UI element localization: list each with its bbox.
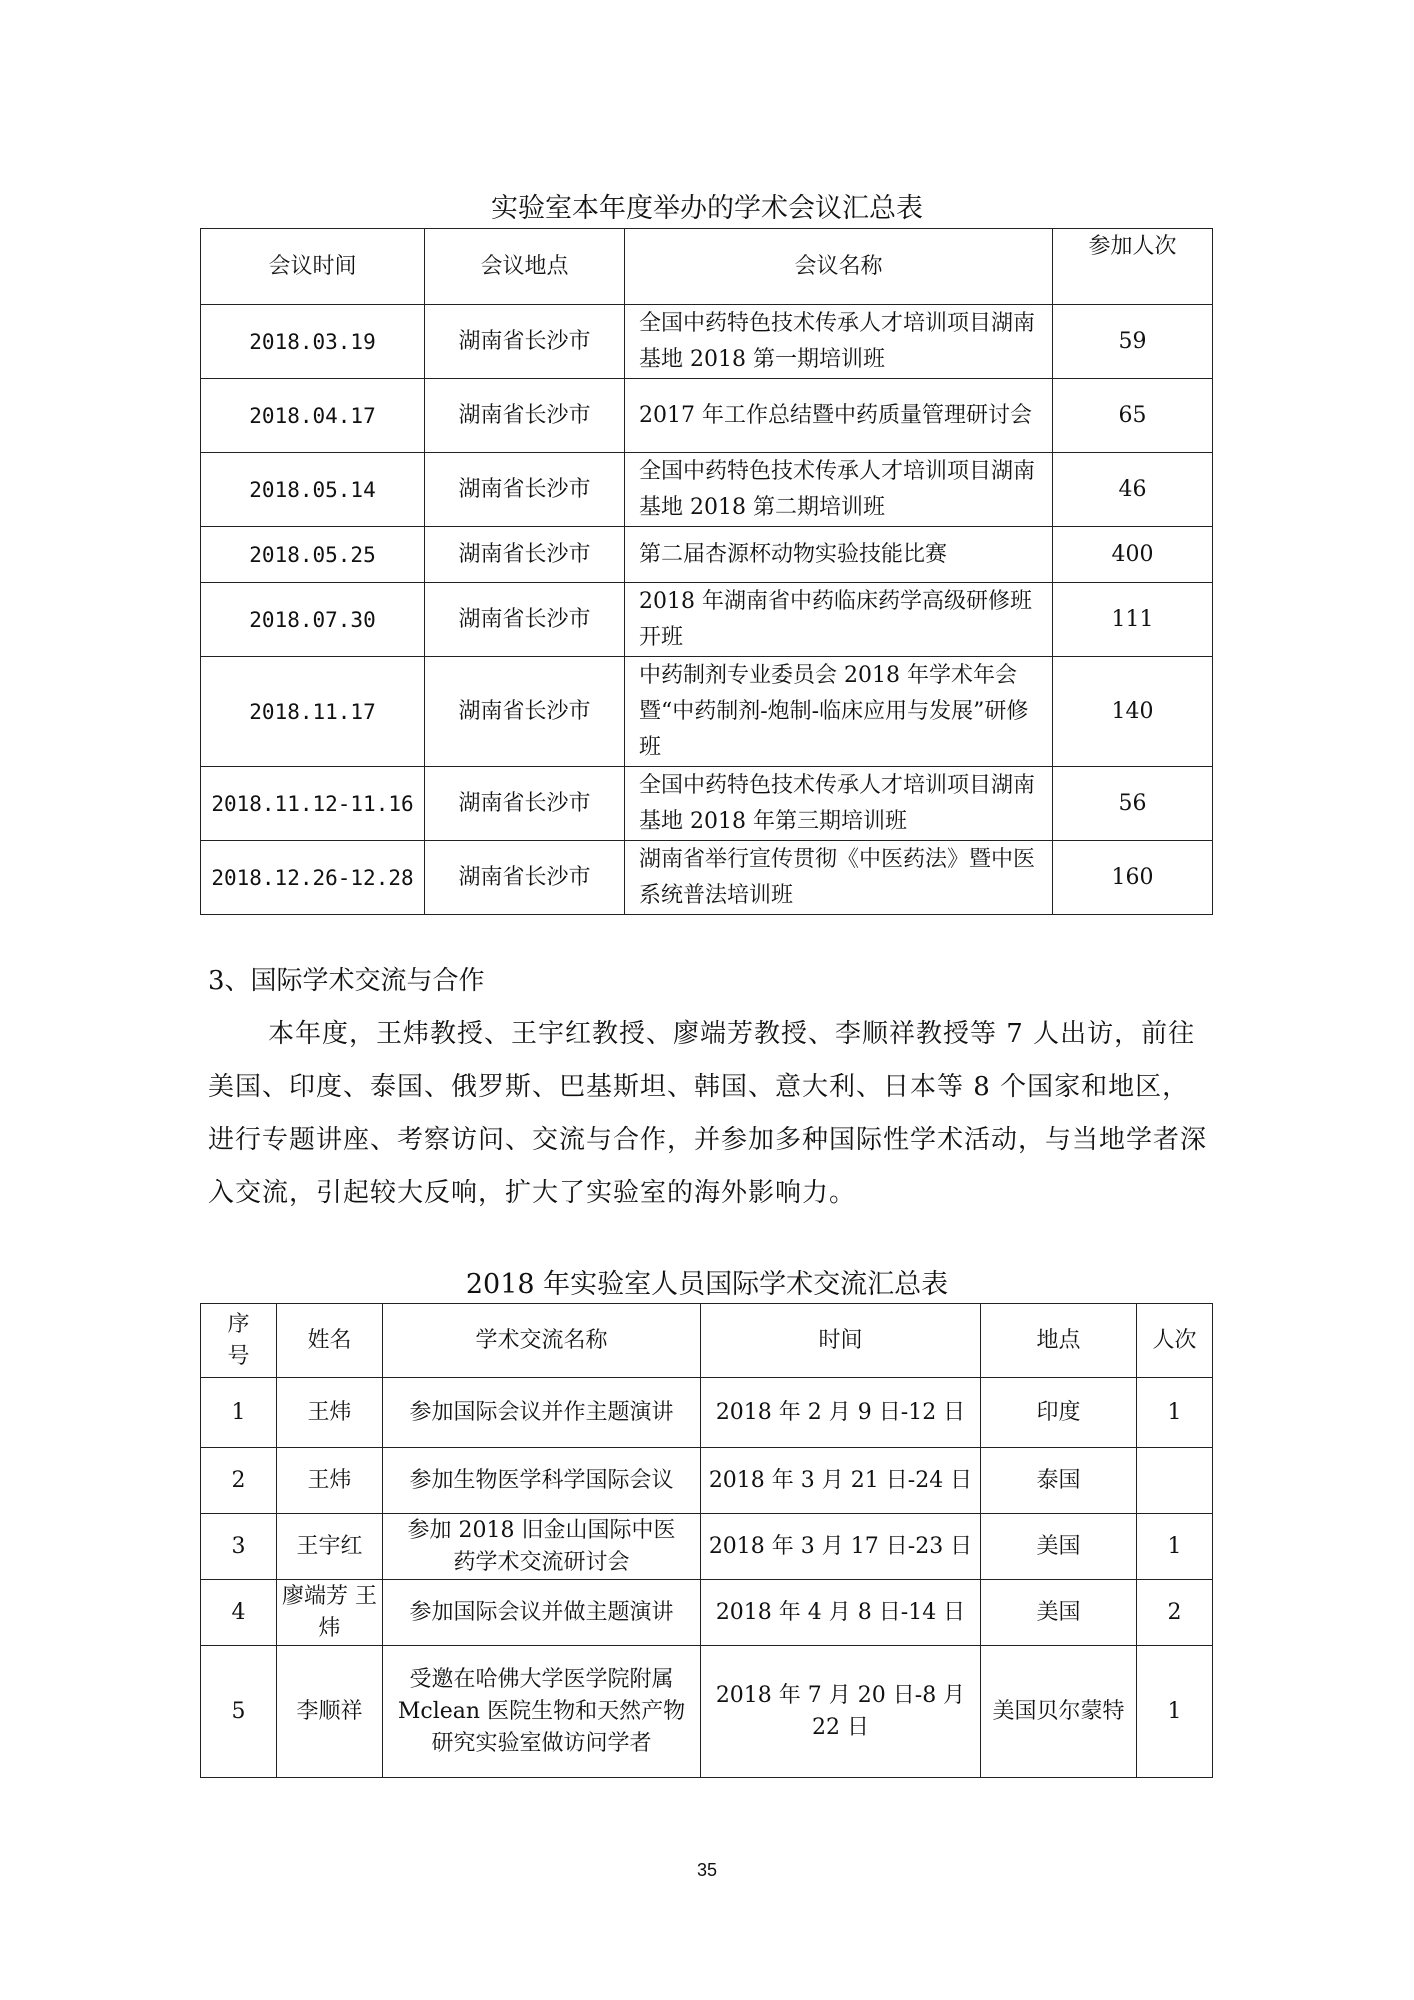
time-cell: 2018 年 3 月 21 日-24 日 [701,1448,981,1514]
meeting-date: 2018.04.17 [201,379,425,453]
meeting-name: 全国中药特色技术传承人才培训项目湖南基地 2018 第二期培训班 [625,453,1053,527]
serial-cell: 4 [201,1580,277,1646]
table-row [201,767,1213,841]
meeting-name: 全国中药特色技术传承人才培训项目湖南基地 2018 年第三期培训班 [625,767,1053,841]
meeting-date: 2018.05.14 [201,453,425,527]
meeting-date: 2018.11.12-11.16 [201,767,425,841]
meeting-place: 湖南省长沙市 [425,841,625,915]
topic-cell: 参加国际会议并作主题演讲 [383,1378,701,1448]
meeting-attendance: 140 [1053,657,1213,767]
table2-title: 2018 年实验室人员国际学术交流汇总表 [465,1269,949,1300]
header-serial: 序号 [201,1304,277,1378]
meeting-name: 第二届杏源杯动物实验技能比赛 [625,527,1053,583]
table-row [201,841,1213,915]
count-cell: 2 [1137,1580,1213,1646]
header-count: 人次 [1137,1304,1213,1378]
time-cell: 2018 年 2 月 9 日-12 日 [701,1378,981,1448]
meeting-date: 2018.05.25 [201,527,425,583]
meeting-attendance: 400 [1053,527,1213,583]
international-exchange-table [200,1303,1213,1778]
table-row [201,1378,1213,1448]
page-number: 35 [696,1860,718,1880]
table1-title: 实验室本年度举办的学术会议汇总表 [491,193,923,224]
place-cell: 印度 [981,1378,1137,1448]
name-cell: 李顺祥 [277,1646,383,1778]
table-row [201,1514,1213,1580]
topic-cell: 受邀在哈佛大学医学院附属 Mclean 医院生物和天然产物研究实验室做访问学者 [383,1646,701,1778]
name-cell: 王宇红 [277,1514,383,1580]
name-cell: 王炜 [277,1378,383,1448]
meeting-attendance: 65 [1053,379,1213,453]
serial-cell: 5 [201,1646,277,1778]
table-row [201,583,1213,657]
meeting-place: 湖南省长沙市 [425,453,625,527]
meeting-place: 湖南省长沙市 [425,305,625,379]
meeting-place: 湖南省长沙市 [425,583,625,657]
meeting-name: 全国中药特色技术传承人才培训项目湖南基地 2018 第一期培训班 [625,305,1053,379]
header-name: 姓名 [277,1304,383,1378]
meeting-date: 2018.11.17 [201,657,425,767]
table-row [201,305,1213,379]
header-meeting-place: 会议地点 [425,229,625,305]
topic-cell: 参加国际会议并做主题演讲 [383,1580,701,1646]
meeting-date: 2018.12.26-12.28 [201,841,425,915]
serial-cell: 3 [201,1514,277,1580]
meeting-date: 2018.07.30 [201,583,425,657]
topic-cell: 参加生物医学科学国际会议 [383,1448,701,1514]
header-time: 时间 [701,1304,981,1378]
meeting-date: 2018.03.19 [201,305,425,379]
meeting-name: 2018 年湖南省中药临床药学高级研修班开班 [625,583,1053,657]
meeting-attendance: 111 [1053,583,1213,657]
place-cell: 美国贝尔蒙特 [981,1646,1137,1778]
name-cell: 廖端芳 王 炜 [277,1580,383,1646]
table-row [201,379,1213,453]
header-topic: 学术交流名称 [383,1304,701,1378]
place-cell: 美国 [981,1580,1137,1646]
section-heading: 3、国际学术交流与合作 [208,966,485,996]
name-cell: 王炜 [277,1448,383,1514]
serial-cell: 1 [201,1378,277,1448]
section-paragraph: 本年度，王炜教授、王宇红教授、廖端芳教授、李顺祥教授等 7 人出访，前往美国、印度、泰国、俄罗斯、巴基斯坦、韩国、意大利、日本等 8 个国家和地区，进行专题讲座、考察访问、交流与合作，并参加多种国际性学术活动，与当地学者深入交流，引起较大反响，扩大了实验室的海外影响力。 [208,1019,1208,1208]
serial-cell: 2 [201,1448,277,1514]
table-row [201,1580,1213,1646]
meeting-place: 湖南省长沙市 [425,527,625,583]
header-meeting-time: 会议时间 [201,229,425,305]
table-row [201,527,1213,583]
meeting-place: 湖南省长沙市 [425,657,625,767]
meeting-attendance: 46 [1053,453,1213,527]
header-meeting-name: 会议名称 [625,229,1053,305]
meeting-attendance: 56 [1053,767,1213,841]
time-cell: 2018 年 7 月 20 日-8 月 22 日 [701,1646,981,1778]
academic-conferences-table [200,228,1213,915]
meeting-attendance: 160 [1053,841,1213,915]
count-cell: 1 [1137,1646,1213,1778]
meeting-place: 湖南省长沙市 [425,767,625,841]
header-attendance: 参加人次 [1053,229,1213,305]
table-row [201,657,1213,767]
meeting-name: 湖南省举行宣传贯彻《中医药法》暨中医系统普法培训班 [625,841,1053,915]
time-cell: 2018 年 3 月 17 日-23 日 [701,1514,981,1580]
table-row [201,453,1213,527]
header-place: 地点 [981,1304,1137,1378]
place-cell: 美国 [981,1514,1137,1580]
table-row [201,1448,1213,1514]
meeting-name: 2017 年工作总结暨中药质量管理研讨会 [625,379,1053,453]
meeting-place: 湖南省长沙市 [425,379,625,453]
table-row [201,1646,1213,1778]
meeting-attendance: 59 [1053,305,1213,379]
count-cell: 1 [1137,1378,1213,1448]
meeting-name: 中药制剂专业委员会 2018 年学术年会暨“中药制剂-炮制-临床应用与发展”研修班 [625,657,1053,767]
count-cell: 1 [1137,1514,1213,1580]
time-cell: 2018 年 4 月 8 日-14 日 [701,1580,981,1646]
topic-cell: 参加 2018 旧金山国际中医药学术交流研讨会 [383,1514,701,1580]
count-cell [1137,1448,1213,1514]
place-cell: 泰国 [981,1448,1137,1514]
